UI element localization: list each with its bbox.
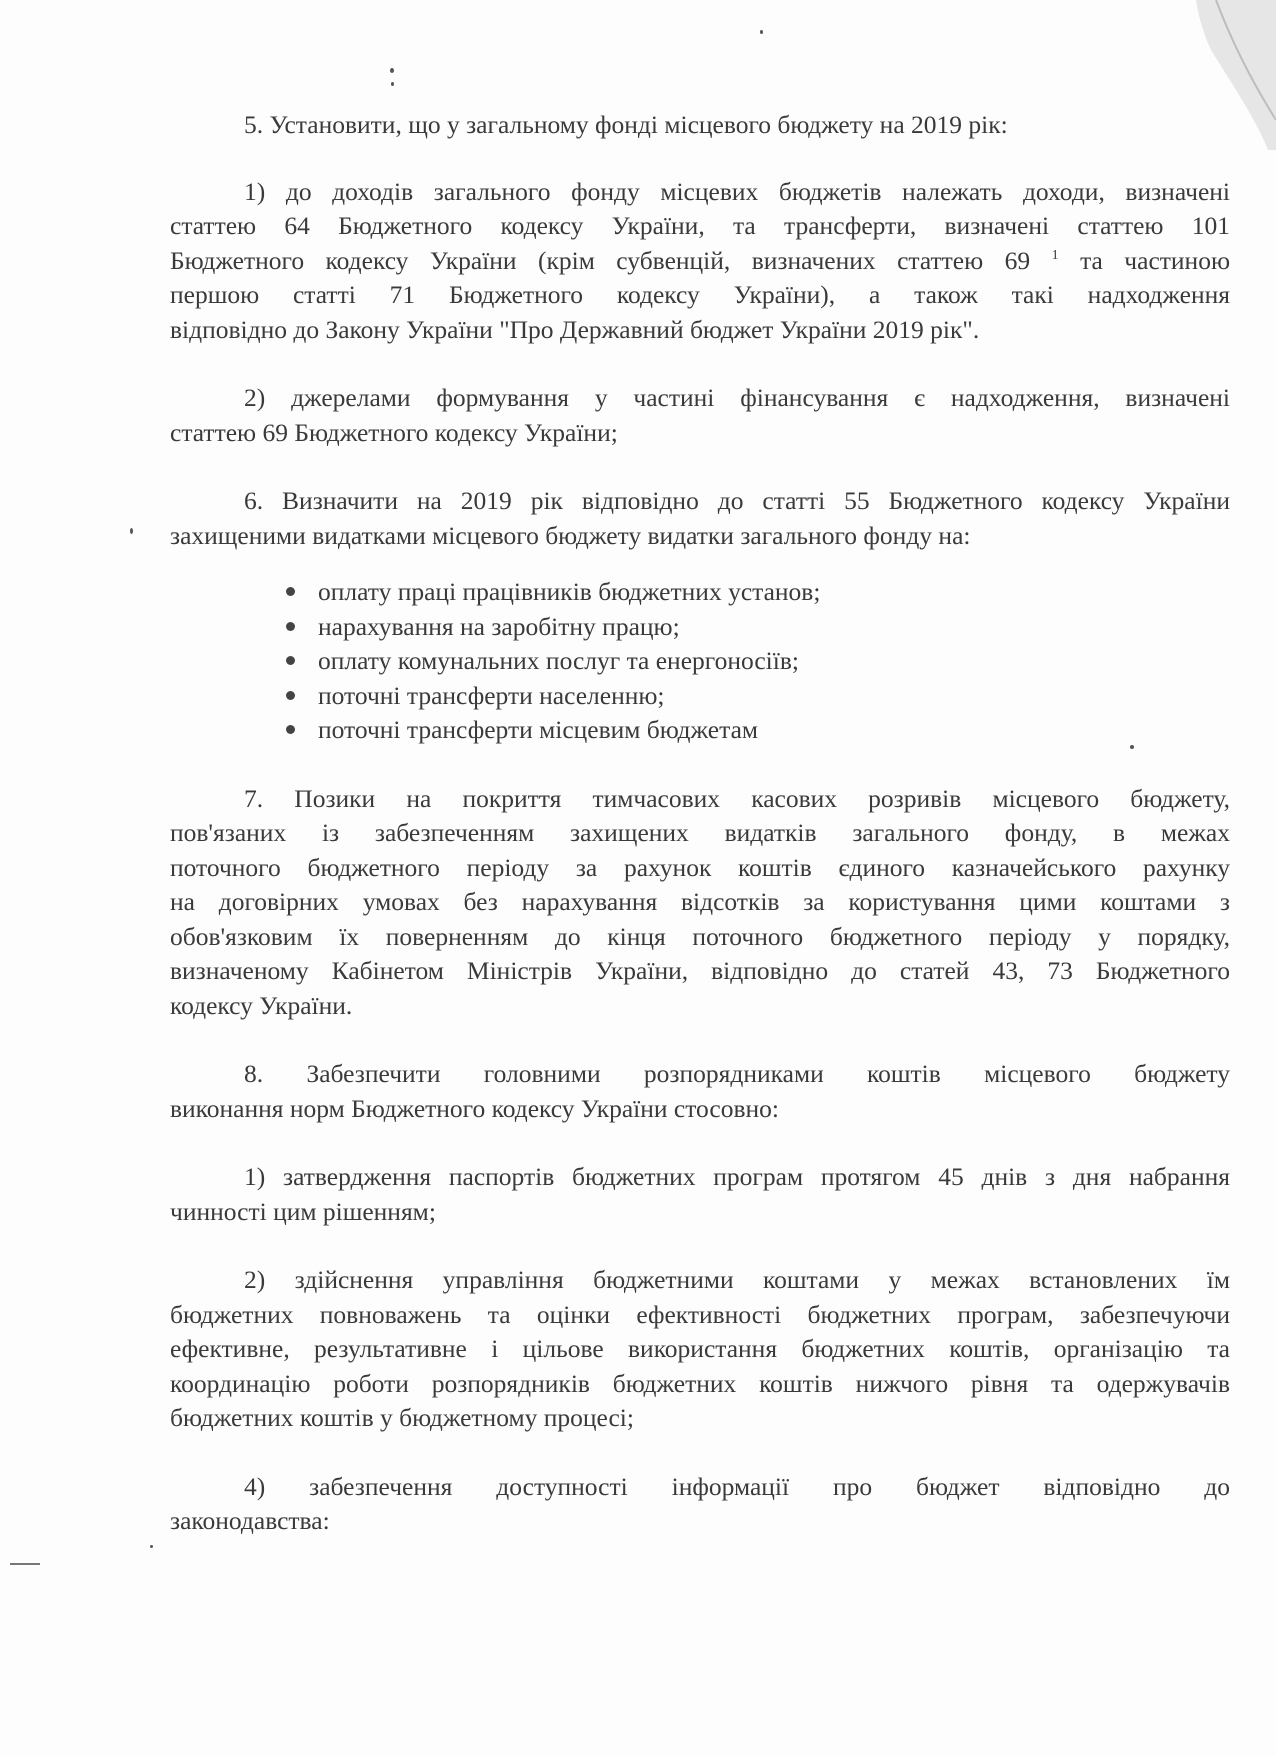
scan-speck [760, 30, 763, 34]
item5-heading: 5. Установити, що у загальному фонді місцевого бюджету на 2019 рік: [244, 110, 1008, 139]
item8-sub1: 1) затвердження паспортів бюджетних програм протягом 45 днів з дня набрання чинності цим рішенням; [170, 1162, 1230, 1226]
item8-paragraph: 8. Забезпечити головними розпорядниками коштів місцевого бюджету виконання норм Бюджетного кодексу України стосовно: [170, 1059, 1230, 1123]
list-item: поточні трансферти населенню; [282, 679, 1230, 714]
document-body [170, 108, 1230, 1573]
item7-paragraph: 7. Позики на покриття тимчасових касових розривів місцевого бюджету, пов'язаних із забезпеченням захищених видатків загального фонду, в межах поточного бюджетного періоду за рахунок коштів єдиного казначейського рахунку на договірних умовах без нарахування відсотків за користування цими коштами з обов'язковим їх поверненням до кінця поточного бюджетного періоду у порядку, визначеному Кабінетом Міністрів України, відповідно до статей 43, 73 Бюджетного кодексу України. [170, 783, 1230, 1020]
item5-sub1: 1) до доходів загального фонду місцевих бюджетів належать доходи, визначені статтею 64 Бюджетного кодексу України, та трансферти, визначені статтею 101 Бюджетного кодексу України (крім субвенцій, визначених статтею 69 $^1$ та частиною першою статті 71 Бюджетного кодексу України), а також такі надходження відповідно до Закону України "Про Державний бюджет України 2019 рік". [170, 176, 1231, 344]
item8-sub2: 2) здійснення управління бюджетними коштами у межах встановлених їм бюджетних повноважень та оцінки ефективності бюджетних програм, забезпечуючи ефективне, результативне і цільове використання бюджетних коштів, організацію та координацію роботи розпорядників бюджетних коштів нижчого рівня та одержувачів бюджетних коштів у бюджетному процесі; [170, 1265, 1230, 1432]
scan-speck [391, 82, 394, 86]
protected-expenses-list [170, 575, 1230, 748]
bullet-icon [286, 587, 295, 596]
scan-speck [390, 68, 394, 73]
list-item: оплату комунальних послуг та енергоносіїв; [282, 644, 1230, 679]
list-item: поточні трансферти місцевим бюджетам [282, 713, 1230, 748]
bullet-icon [286, 656, 295, 665]
bullet-icon [286, 691, 295, 700]
scan-speck [130, 528, 133, 534]
item6-paragraph: 6. Визначити на 2019 рік відповідно до статті 55 Бюджетного кодексу України захищеними видатками місцевого бюджету видатки загального фонду на: [170, 486, 1230, 550]
list-item: оплату праці працівників бюджетних установ; [282, 575, 1230, 610]
item5-sub2: 2) джерелами формування у частині фінансування є надходження, визначені статтею 69 Бюджетного кодексу України; [170, 383, 1230, 447]
bullet-icon [286, 622, 295, 631]
scan-speck [150, 1545, 153, 1548]
item8-sub4: 4) забезпечення доступності інформації про бюджет відповідно до законодавства: [170, 1471, 1230, 1535]
list-item: нарахування на заробітну працю; [282, 610, 1230, 645]
bullet-icon [286, 725, 295, 734]
scan-mark [10, 1563, 40, 1565]
